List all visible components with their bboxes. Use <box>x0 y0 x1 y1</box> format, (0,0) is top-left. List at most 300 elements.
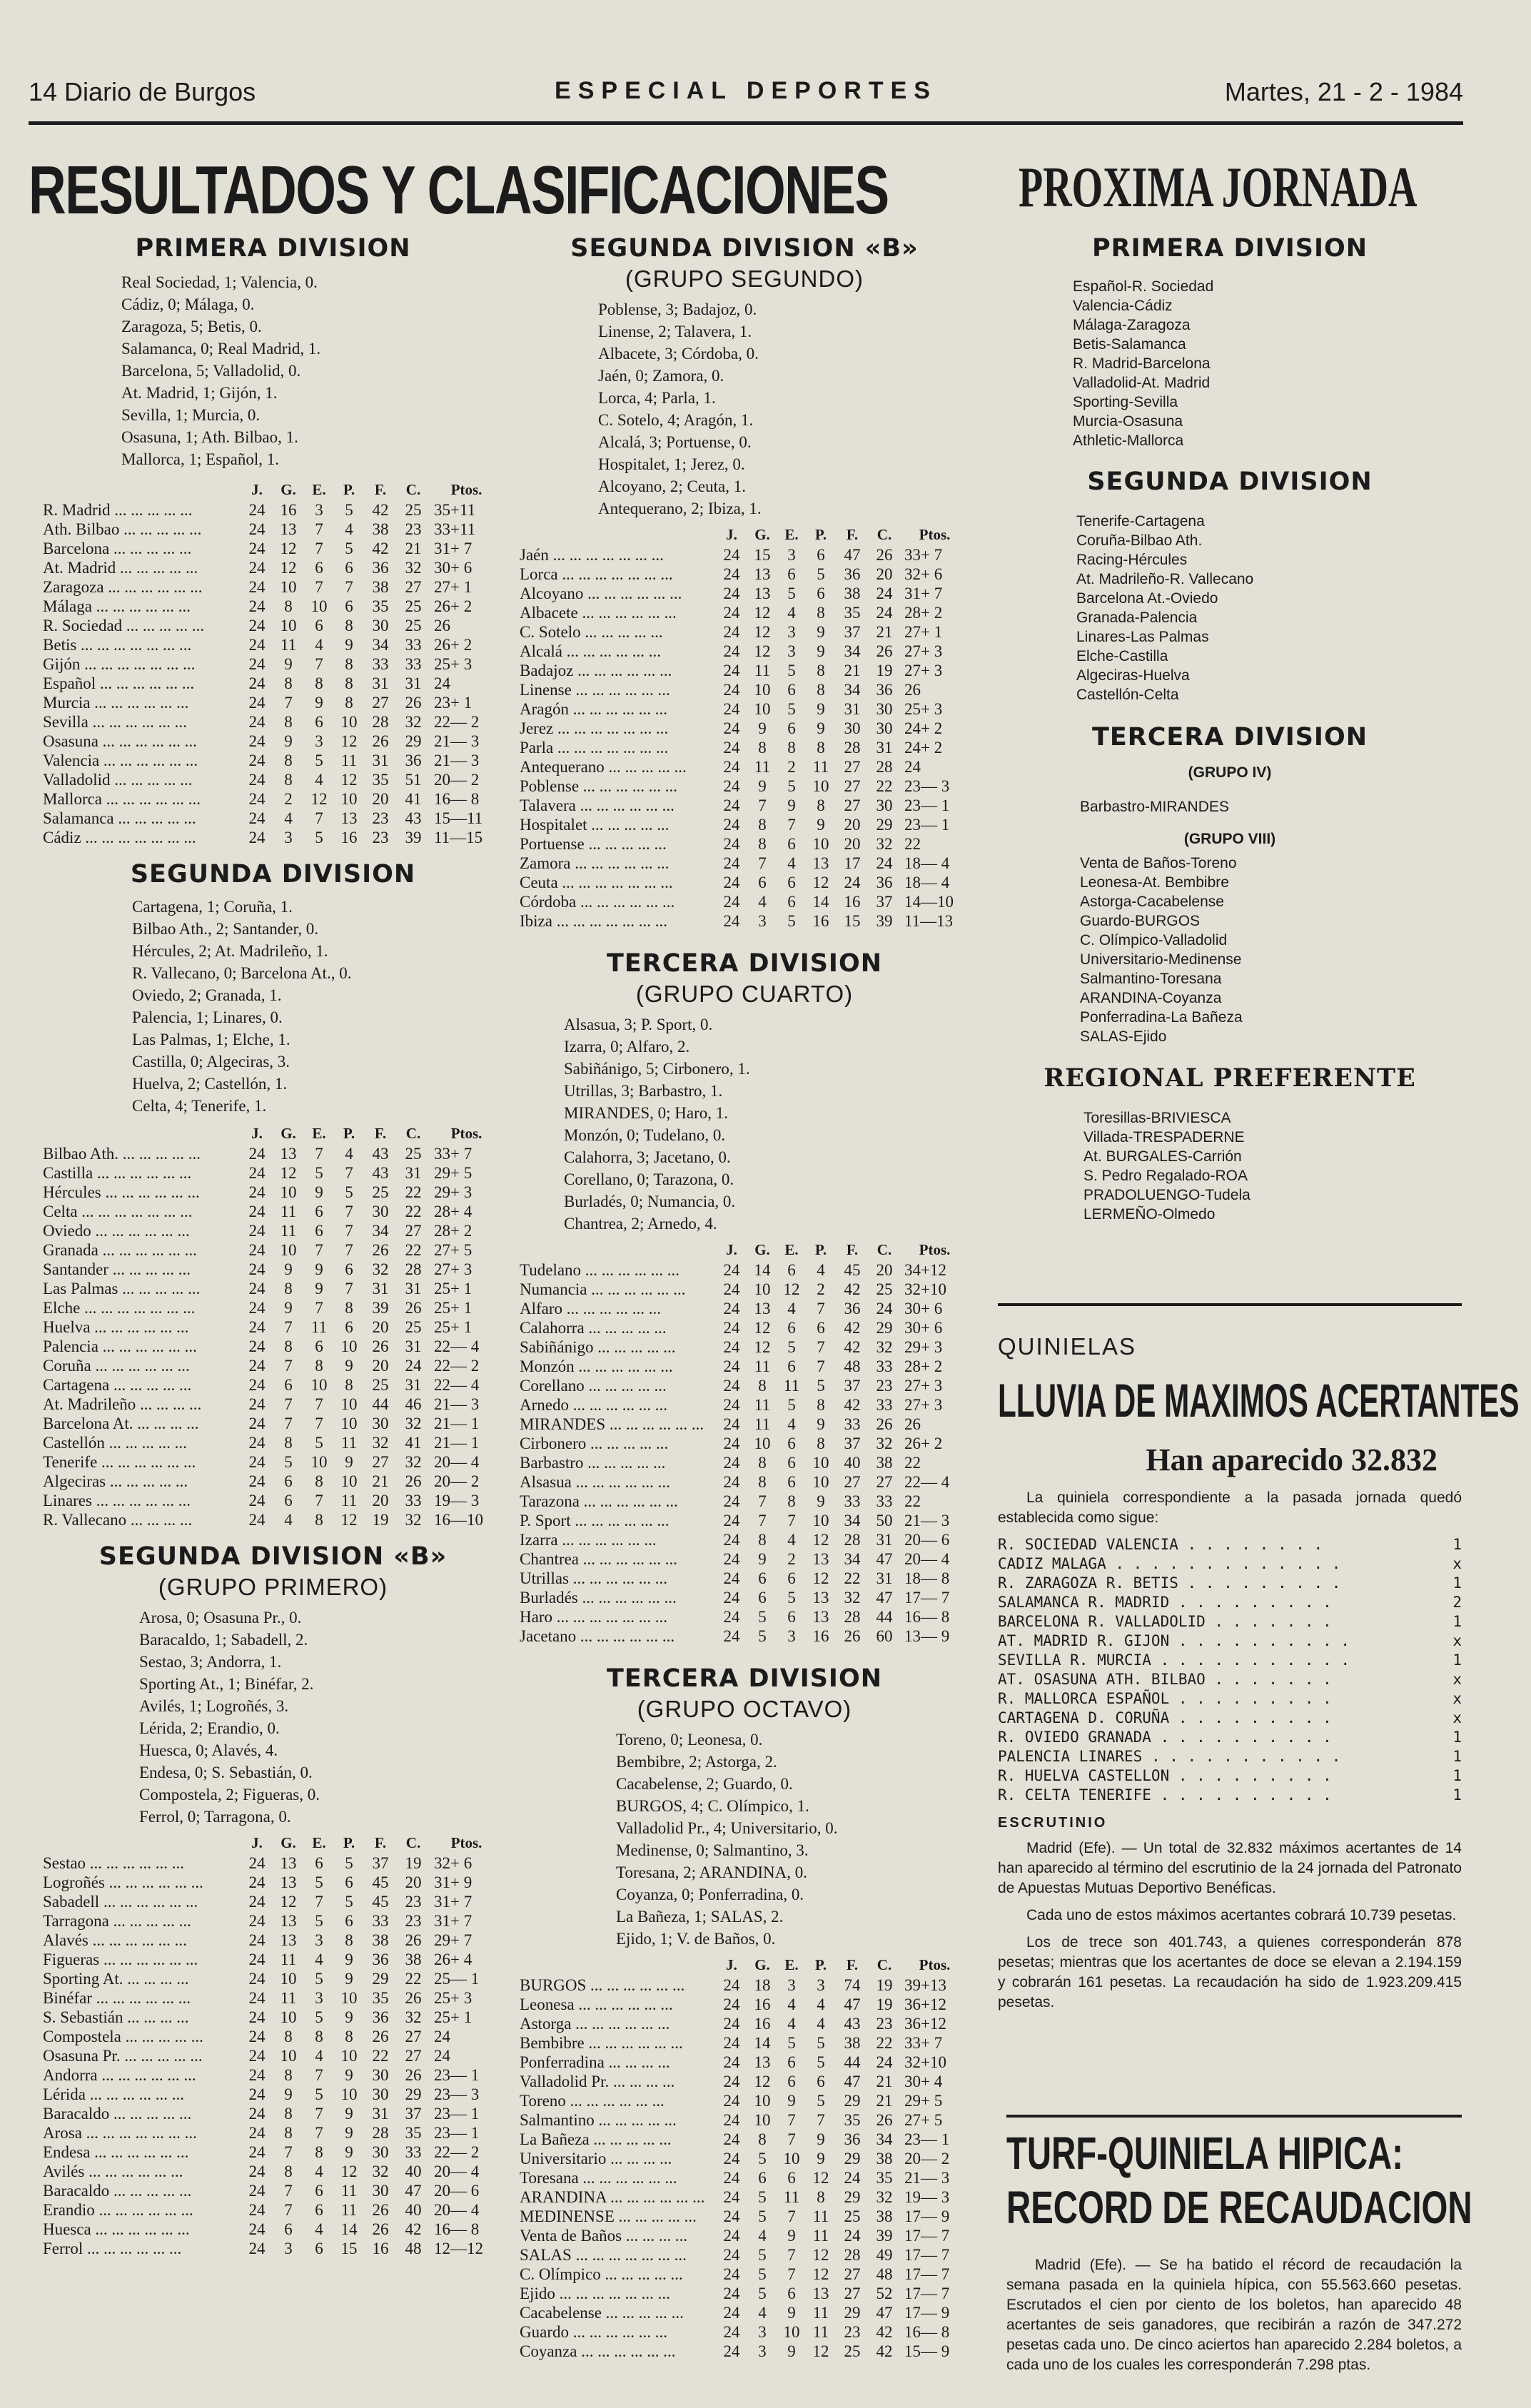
header-f: F. <box>374 1833 387 1851</box>
stat-cell: 7 <box>345 1203 353 1220</box>
stat-cell: 9 <box>787 2304 796 2322</box>
stat-cell: 10 <box>310 1376 328 1394</box>
result-line: Cacabelense, 2; Guardo, 0. <box>616 1775 793 1793</box>
stat-cell: 24 <box>248 1492 266 1509</box>
stat-cell: 11 <box>812 758 829 776</box>
stat-cell: 8 <box>345 1299 353 1317</box>
table-row <box>43 1853 503 1873</box>
stat-cell: 5 <box>315 1912 323 1930</box>
stat-cell: 20 <box>876 1261 893 1279</box>
stat-cell: 33 <box>876 1396 893 1414</box>
stat-cell: 13 <box>280 1912 297 1930</box>
table-row <box>43 751 503 770</box>
result-line: Jaén, 0; Zamora, 0. <box>598 367 724 385</box>
stat-cell: 12 <box>340 771 358 789</box>
points-cell: 30+ 6 <box>904 1319 943 1337</box>
stat-cell: 9 <box>284 1260 293 1278</box>
segundab-g2-heading: SEGUNDA DIVISION «B» <box>570 234 919 263</box>
table-row <box>520 1588 969 1607</box>
stat-cell: 33 <box>372 1912 389 1930</box>
stat-cell: 24 <box>723 2246 740 2264</box>
stat-cell: 7 <box>284 694 293 712</box>
stat-cell: 42 <box>844 1280 861 1298</box>
stat-cell: 25 <box>405 617 422 634</box>
quiniela-row: SEVILLA R. MURCIA . . . . . . . . . . . 1 <box>998 1651 1462 1669</box>
points-cell: 22 <box>904 835 921 853</box>
turf-article <box>1006 2127 1472 2382</box>
segundab-g1-heading: SEGUNDA DIVISION «B» <box>98 1542 448 1571</box>
stat-cell: 35 <box>405 2124 422 2142</box>
fixture-line: Tenerife-Cartagena <box>1076 513 1205 530</box>
stat-cell: 8 <box>758 2130 767 2148</box>
stat-cell: 24 <box>723 796 740 814</box>
stat-cell: 24 <box>248 1434 266 1452</box>
stat-cell: 24 <box>248 2201 266 2219</box>
stat-cell: 8 <box>345 2028 353 2045</box>
table-row <box>520 1376 969 1395</box>
stat-cell: 24 <box>723 565 740 583</box>
result-line: Chantrea, 2; Arnedo, 4. <box>564 1215 717 1233</box>
stat-cell: 8 <box>284 771 293 789</box>
stat-cell: 24 <box>248 1376 266 1394</box>
stat-cell: 25 <box>372 1183 389 1201</box>
segundab-g2-standings <box>520 524 969 931</box>
result-line: Valladolid Pr., 4; Universitario, 0. <box>616 1819 838 1837</box>
stat-cell: 5 <box>758 2207 767 2225</box>
quiniela-row: R. SOCIEDAD VALENCIA . . . . . . . . 1 <box>998 1536 1462 1553</box>
points-cell: 33+ 7 <box>904 546 943 564</box>
stat-cell: 33 <box>405 1492 422 1509</box>
stat-cell: 5 <box>315 752 323 769</box>
stat-cell: 24 <box>248 1854 266 1872</box>
result-line: Real Sociedad, 1; Valencia, 0. <box>121 273 318 291</box>
tercera-g4-subheading: (GRUPO CUARTO) <box>635 981 854 1007</box>
tercera-g8-results <box>616 1729 969 1950</box>
table-row <box>520 911 969 931</box>
proxima-regional-fixtures <box>1083 1108 1462 1224</box>
stat-cell: 24 <box>248 1203 266 1220</box>
header-e: E. <box>784 525 799 543</box>
stat-cell: 7 <box>284 1415 293 1432</box>
stat-cell: 24 <box>876 585 893 602</box>
stat-cell: 8 <box>284 2066 293 2084</box>
team-name: BURGOS ... ... ... ... ... ... <box>520 1976 685 1994</box>
points-cell: 32+10 <box>904 2053 946 2071</box>
header-f: F. <box>846 525 859 543</box>
table-row <box>520 2130 969 2149</box>
stat-cell: 24 <box>876 604 893 622</box>
stat-cell: 12 <box>340 732 358 750</box>
team-name: Albacete ... ... ... ... ... ... <box>520 604 677 622</box>
team-name: Jaén ... ... ... ... ... ... ... <box>520 546 664 564</box>
stat-cell: 7 <box>345 1164 353 1182</box>
table-row <box>520 2149 969 2168</box>
stat-cell: 12 <box>812 2342 829 2360</box>
result-line: Baracaldo, 1; Sabadell, 2. <box>139 1631 308 1649</box>
table-row <box>520 1395 969 1415</box>
stat-cell: 19 <box>876 662 893 679</box>
stat-cell: 12 <box>754 604 771 622</box>
team-name: Venta de Baños ... ... ... ... <box>520 2227 688 2245</box>
stat-cell: 4 <box>345 1145 353 1163</box>
stat-cell: 6 <box>787 2285 796 2302</box>
stat-cell: 22 <box>876 2034 893 2052</box>
table-row <box>520 1472 969 1492</box>
stat-cell: 48 <box>844 1357 861 1375</box>
points-cell: 21— 1 <box>434 1434 480 1452</box>
table-row <box>520 1569 969 1588</box>
quiniela-row: AT. OSASUNA ATH. BILBAO . . . . . . . x <box>998 1671 1462 1688</box>
table-row <box>43 1414 503 1433</box>
points-cell: 29+ 5 <box>434 1164 473 1182</box>
fixture-line: Villada-TRESPADERNE <box>1083 1129 1245 1145</box>
team-name: Baracaldo ... ... ... ... ... <box>43 2182 192 2200</box>
team-name: Castellón ... ... ... ... ... <box>43 1434 187 1452</box>
proxima-grupo8-label: (GRUPO VIII) <box>1183 831 1276 847</box>
fixture-line: Castellón-Celta <box>1076 687 1179 703</box>
stat-cell: 5 <box>345 540 353 557</box>
proxima-regional-heading: REGIONAL PREFERENTE <box>1044 1063 1416 1093</box>
stat-cell: 24 <box>248 1241 266 1259</box>
stat-cell: 12 <box>754 1338 771 1356</box>
stat-cell: 35 <box>372 771 389 789</box>
points-cell: 30+ 4 <box>904 2073 943 2090</box>
stat-cell: 24 <box>723 1627 740 1645</box>
points-cell: 27+ 3 <box>904 1377 943 1395</box>
stat-cell: 8 <box>284 2105 293 2123</box>
stat-cell: 24 <box>405 1357 422 1375</box>
stat-cell: 32 <box>876 835 893 853</box>
result-line: Barcelona, 5; Valladolid, 0. <box>121 362 301 380</box>
tercera-g8-subheading: (GRUPO OCTAVO) <box>637 1696 852 1722</box>
stat-cell: 5 <box>787 700 796 718</box>
table-row <box>520 661 969 680</box>
points-cell: 23— 3 <box>434 2085 480 2103</box>
table-row <box>43 1892 503 1911</box>
stat-cell: 36 <box>372 2008 389 2026</box>
stat-cell: 8 <box>817 1396 825 1414</box>
stat-cell: 47 <box>405 2182 422 2200</box>
stat-cell: 4 <box>787 854 796 872</box>
quiniela-row: PALENCIA LINARES . . . . . . . . . . . 1 <box>998 1748 1462 1765</box>
stat-cell: 7 <box>758 1512 767 1529</box>
stat-cell: 45 <box>844 1261 861 1279</box>
stat-cell: 42 <box>876 2342 893 2360</box>
stat-cell: 26 <box>405 1299 422 1317</box>
table-row <box>520 1318 969 1337</box>
fixture-line: Barbastro-MIRANDES <box>1080 799 1229 815</box>
result-line: Cádiz, 0; Málaga, 0. <box>121 295 255 313</box>
points-cell: 21— 3 <box>434 1395 480 1413</box>
stat-cell: 24 <box>723 2227 740 2245</box>
stat-cell: 5 <box>315 2008 323 2026</box>
points-cell: 22 <box>904 1492 921 1510</box>
stat-cell: 30 <box>372 2143 389 2161</box>
stat-cell: 27 <box>405 1222 422 1240</box>
points-cell: 39+13 <box>904 1976 946 1994</box>
stat-cell: 24 <box>723 2073 740 2090</box>
points-cell: 28+ 4 <box>434 1203 473 1220</box>
table-row <box>43 2181 503 2200</box>
stat-cell: 8 <box>758 1454 767 1472</box>
stat-cell: 6 <box>284 1376 293 1394</box>
stat-cell: 44 <box>876 1608 893 1626</box>
turf-body <box>1006 2255 1462 2375</box>
table-row <box>520 1549 969 1569</box>
stat-cell: 3 <box>315 1989 323 2007</box>
stat-cell: 22 <box>405 1203 422 1220</box>
stat-cell: 7 <box>787 2265 796 2283</box>
fixture-line: Leonesa-At. Bembibre <box>1080 874 1229 891</box>
stat-cell: 15 <box>754 546 771 564</box>
stat-cell: 4 <box>284 809 293 827</box>
stat-cell: 10 <box>340 1337 358 1355</box>
stat-cell: 7 <box>315 1145 323 1163</box>
stat-cell: 9 <box>787 796 796 814</box>
stat-cell: 28 <box>372 713 389 731</box>
table-row <box>43 1873 503 1892</box>
stat-cell: 7 <box>315 1492 323 1509</box>
stat-cell: 45 <box>372 1893 389 1911</box>
stat-cell: 5 <box>315 1434 323 1452</box>
stat-cell: 3 <box>787 642 796 660</box>
team-name: Binéfar ... ... ... ... ... ... <box>43 1989 191 2007</box>
stat-cell: 23 <box>405 1912 422 1930</box>
stat-cell: 35 <box>876 2169 893 2187</box>
primera-heading: PRIMERA DIVISION <box>135 234 411 263</box>
points-cell: 15— 9 <box>904 2342 950 2360</box>
stat-cell: 9 <box>345 636 353 654</box>
stat-cell: 30 <box>372 1203 389 1220</box>
team-name: Aragón ... ... ... ... ... ... <box>520 700 667 718</box>
stat-cell: 11 <box>754 1357 771 1375</box>
column-right <box>998 234 1462 1224</box>
header-j: J. <box>251 1833 263 1851</box>
escrutinio-body <box>998 1838 1462 2013</box>
table-row <box>43 2027 503 2046</box>
table-row <box>43 1931 503 1950</box>
stat-cell: 30 <box>876 700 893 718</box>
table-row <box>520 1995 969 2014</box>
stat-cell: 13 <box>754 1300 771 1317</box>
stat-cell: 24 <box>723 854 740 872</box>
stat-cell: 31 <box>876 1569 893 1587</box>
header-g: G. <box>754 1956 770 1973</box>
points-cell: 17— 7 <box>904 2227 950 2245</box>
table-row <box>520 2187 969 2207</box>
stat-cell: 24 <box>248 809 266 827</box>
stat-cell: 13 <box>280 1854 297 1872</box>
header-ptos: Ptos. <box>450 1124 482 1142</box>
stat-cell: 24 <box>248 2008 266 2026</box>
escrutinio-paragraph: Cada uno de estos máximos acertantes cobrará 10.739 pesetas. <box>1026 1907 1457 1923</box>
result-line: At. Madrid, 1; Gijón, 1. <box>121 384 278 402</box>
stat-cell: 14 <box>754 2034 771 2052</box>
table-row <box>520 642 969 661</box>
quiniela-row: R. CELTA TENERIFE . . . . . . . . . . 1 <box>998 1786 1462 1804</box>
team-name: Arnedo ... ... ... ... ... ... <box>520 1396 667 1414</box>
stat-cell: 11 <box>754 758 771 776</box>
stat-cell: 24 <box>248 2105 266 2123</box>
result-line: Salamanca, 0; Real Madrid, 1. <box>121 340 321 358</box>
points-cell: 31+ 7 <box>434 1893 473 1911</box>
stat-cell: 31 <box>876 739 893 757</box>
fixture-line: Barcelona At.-Oviedo <box>1076 590 1218 607</box>
table-row <box>43 2220 503 2239</box>
stat-cell: 27 <box>844 796 861 814</box>
points-cell: 33+11 <box>434 520 476 538</box>
table-row <box>43 2239 503 2258</box>
stat-cell: 16 <box>372 2240 389 2257</box>
table-row <box>520 2303 969 2322</box>
points-cell: 25+ 1 <box>434 1299 473 1317</box>
team-name: Guardo ... ... ... ... ... ... <box>520 2323 667 2341</box>
stat-cell: 15 <box>340 2240 358 2257</box>
stat-cell: 39 <box>372 1299 389 1317</box>
stat-cell: 24 <box>723 1569 740 1587</box>
stat-cell: 42 <box>844 1396 861 1414</box>
team-name: Ferrol ... ... ... ... ... ... <box>43 2240 182 2257</box>
stat-cell: 40 <box>844 1454 861 1472</box>
stat-cell: 3 <box>315 1931 323 1949</box>
quiniela-sign: 1 <box>1452 1748 1462 1765</box>
header-e: E. <box>312 1124 326 1142</box>
result-line: BURGOS, 4; C. Olímpico, 1. <box>616 1797 809 1815</box>
header-e: E. <box>784 1240 799 1258</box>
stat-cell: 4 <box>315 2047 323 2065</box>
stat-cell: 31 <box>405 1164 422 1182</box>
stat-cell: 10 <box>812 1454 829 1472</box>
table-row <box>520 2226 969 2245</box>
points-cell: 24 <box>434 2047 450 2065</box>
result-line: Lorca, 4; Parla, 1. <box>598 389 716 407</box>
stat-cell: 5 <box>787 1396 796 1414</box>
stat-cell: 6 <box>315 559 323 577</box>
stat-cell: 4 <box>817 1261 825 1279</box>
team-name: Alavés ... ... ... ... ... ... <box>43 1931 187 1949</box>
stat-cell: 8 <box>315 1357 323 1375</box>
team-name: Tarragona ... ... ... ... ... <box>43 1912 191 1930</box>
points-cell: 17— 9 <box>904 2304 950 2322</box>
points-cell: 17— 7 <box>904 2265 950 2283</box>
team-name: Leonesa ... ... ... ... ... ... <box>520 1995 673 2013</box>
points-cell: 17— 7 <box>904 2246 950 2264</box>
stat-cell: 7 <box>315 1395 323 1413</box>
stat-cell: 24 <box>248 520 266 538</box>
table-row <box>43 558 503 577</box>
team-name: Toresana ... ... ... ... ... ... <box>520 2169 677 2187</box>
quiniela-row: R. OVIEDO GRANADA . . . . . . . . . . 1 <box>998 1729 1462 1746</box>
stat-cell: 22 <box>372 2047 389 2065</box>
stat-cell: 24 <box>723 912 740 930</box>
table-row <box>520 2265 969 2284</box>
stat-cell: 8 <box>345 617 353 634</box>
stat-cell: 15 <box>844 912 861 930</box>
stat-cell: 13 <box>754 585 771 602</box>
stat-cell: 8 <box>758 835 767 853</box>
stat-cell: 24 <box>723 2188 740 2206</box>
stat-cell: 7 <box>284 2201 293 2219</box>
team-name: Compostela ... ... ... ... ... <box>43 2028 203 2045</box>
team-name: Sestao ... ... ... ... ... ... <box>43 1854 185 1872</box>
points-cell: 27+ 3 <box>904 662 943 679</box>
points-cell: 20— 4 <box>904 1550 950 1568</box>
team-name: Lérida ... ... ... ... ... ... <box>43 2085 185 2103</box>
stat-cell: 37 <box>372 1854 389 1872</box>
team-name: Numancia ... ... ... ... ... ... <box>520 1280 686 1298</box>
stat-cell: 31 <box>844 700 861 718</box>
points-cell: 13— 9 <box>904 1627 950 1645</box>
quiniela-match: R. CELTA TENERIFE <box>998 1786 1151 1804</box>
stat-cell: 11 <box>754 1396 771 1414</box>
points-cell: 16— 8 <box>434 2220 480 2238</box>
stat-cell: 34 <box>844 681 861 699</box>
team-name: Ponferradina ... ... ... ... <box>520 2053 670 2071</box>
header-j: J. <box>251 480 263 498</box>
standings-body <box>520 1260 969 1646</box>
stat-cell: 19 <box>405 1854 422 1872</box>
points-cell: 26+ 2 <box>434 636 473 654</box>
quiniela-row: SALAMANCA R. MADRID . . . . . . . . . 2 <box>998 1594 1462 1611</box>
stat-cell: 4 <box>284 1511 293 1529</box>
result-line: Palencia, 1; Linares, 0. <box>132 1008 283 1026</box>
team-name: Tudelano ... ... ... ... ... ... <box>520 1261 680 1279</box>
result-line: Ferrol, 0; Tarragona, 0. <box>139 1808 291 1826</box>
stat-cell: 11 <box>812 2304 829 2322</box>
team-name: Osasuna Pr. ... ... ... ... ... <box>43 2047 203 2065</box>
stat-cell: 5 <box>787 1589 796 1607</box>
proxima-primera-heading: PRIMERA DIVISION <box>1091 234 1368 263</box>
stat-cell: 9 <box>345 1453 353 1471</box>
points-cell: 24 <box>434 2028 450 2045</box>
stat-cell: 10 <box>340 713 358 731</box>
fixture-line: Granada-Palencia <box>1076 609 1198 626</box>
team-name: MIRANDES ... ... ... ... ... ... <box>520 1415 704 1433</box>
stat-cell: 24 <box>248 617 266 634</box>
stat-cell: 32 <box>876 1338 893 1356</box>
stat-cell: 47 <box>876 1550 893 1568</box>
header-c: C. <box>876 525 892 543</box>
table-row <box>43 2104 503 2123</box>
stat-cell: 10 <box>783 2150 800 2167</box>
table-row <box>43 2143 503 2162</box>
result-line: Toreno, 0; Leonesa, 0. <box>616 1731 763 1749</box>
masthead-rule <box>29 121 1463 125</box>
table-row <box>43 732 503 751</box>
stat-cell: 26 <box>405 1989 422 2007</box>
stat-cell: 24 <box>723 1550 740 1568</box>
team-name: Astorga ... ... ... ... ... ... <box>520 2015 670 2033</box>
team-name: Alcoyano ... ... ... ... ... ... <box>520 585 682 602</box>
stat-cell: 6 <box>787 1319 796 1337</box>
table-row <box>520 757 969 776</box>
stat-cell: 27 <box>372 1453 389 1471</box>
table-row <box>43 2123 503 2143</box>
stat-cell: 21 <box>372 1472 389 1490</box>
stat-cell: 30 <box>876 719 893 737</box>
team-name: Portuense ... ... ... ... ... <box>520 835 667 853</box>
result-line: Arosa, 0; Osasuna Pr., 0. <box>139 1609 302 1627</box>
stat-cell: 29 <box>844 2188 861 2206</box>
segundab-g2-subheading: (GRUPO SEGUNDO) <box>625 265 864 292</box>
stat-cell: 24 <box>723 623 740 641</box>
team-name: Hércules ... ... ... ... ... ... <box>43 1183 200 1201</box>
stat-cell: 11 <box>783 2188 800 2206</box>
stat-cell: 24 <box>723 835 740 853</box>
result-line: Sevilla, 1; Murcia, 0. <box>121 406 261 424</box>
stat-cell: 16 <box>754 2015 771 2033</box>
fixture-line: Elche-Castilla <box>1076 648 1168 664</box>
